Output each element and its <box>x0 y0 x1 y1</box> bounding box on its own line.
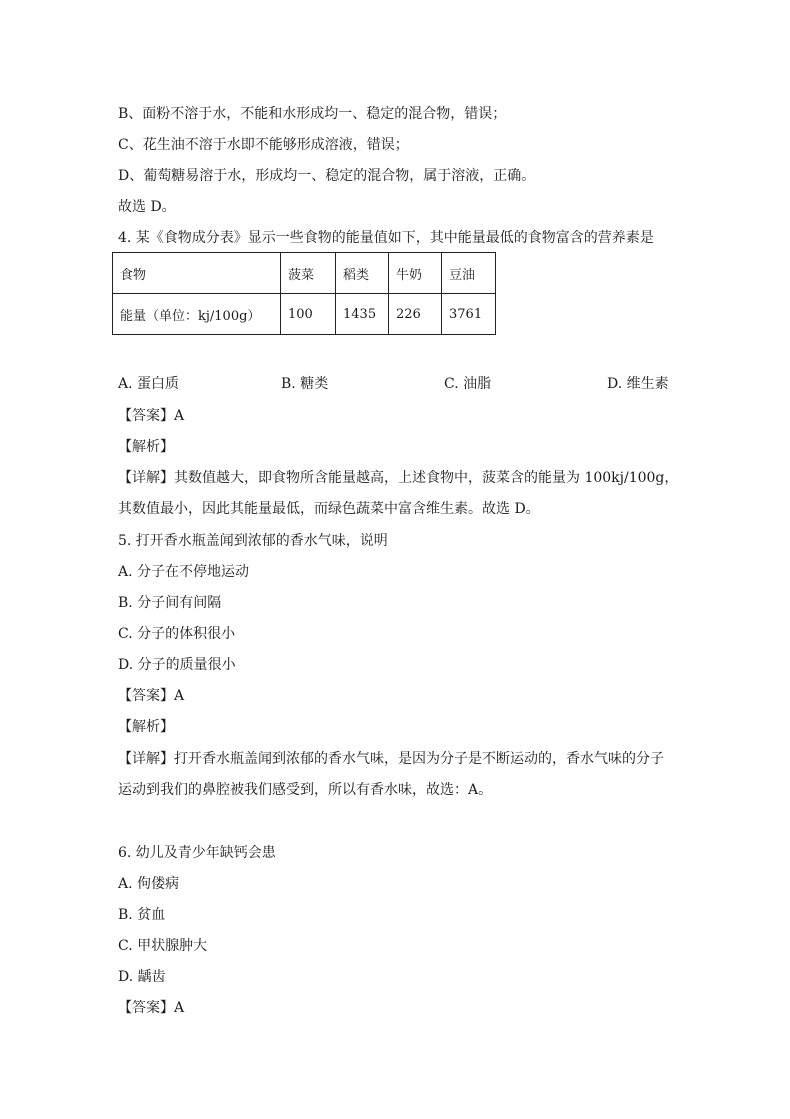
question-5-stem: 5. 打开香水瓶盖闻到浓郁的香水气味，说明 <box>118 533 388 549</box>
answer-label: 【答案】A <box>118 688 185 704</box>
table-cell: 稻类 <box>336 253 389 294</box>
option-d: D. 分子的质量很小 <box>118 657 236 673</box>
table-cell: 226 <box>389 294 442 335</box>
option-a: A. 佝偻病 <box>118 876 180 892</box>
answer-label: 【答案】A <box>118 1000 185 1016</box>
detail-text: 运动到我们的鼻腔被我们感受到，所以有香水味，故选：A。 <box>118 782 493 798</box>
option-a: A. 蛋白质 <box>118 376 180 392</box>
option-explanation-b: B、面粉不溶于水，不能和水形成均一、稳定的混合物，错误； <box>118 106 507 122</box>
table-row <box>113 294 496 335</box>
question-6-stem: 6. 幼儿及青少年缺钙会患 <box>118 845 276 861</box>
table-cell: 能量（单位：kj/100g） <box>113 294 281 335</box>
table-cell: 食物 <box>113 253 281 294</box>
table-cell: 1435 <box>336 294 389 335</box>
table-cell: 3761 <box>442 294 496 335</box>
option-explanation-c: C、花生油不溶于水即不能够形成溶液，错误； <box>118 137 409 153</box>
food-energy-table <box>112 252 496 335</box>
conclusion-line: 故选 D。 <box>118 199 176 215</box>
detail-text: 【详解】打开香水瓶盖闻到浓郁的香水气味，是因为分子是不断运动的，香水气味的分子 <box>118 751 664 767</box>
question-4-stem: 4. 某《食物成分表》显示一些食物的能量值如下，其中能量最低的食物富含的营养素是 <box>118 230 654 246</box>
option-c: C. 油脂 <box>444 376 492 392</box>
option-c: C. 分子的体积很小 <box>118 626 236 642</box>
detail-text: 其数值最小，因此其能量最低，而绿色蔬菜中富含维生素。故选 D。 <box>118 501 540 517</box>
option-a: A. 分子在不停地运动 <box>118 564 250 580</box>
option-b: B. 贫血 <box>118 907 166 923</box>
option-b: B. 糖类 <box>281 376 329 392</box>
table-cell: 菠菜 <box>281 253 336 294</box>
option-c: C. 甲状腺肿大 <box>118 938 208 954</box>
option-d: D. 龋齿 <box>118 969 166 985</box>
option-explanation-d: D、葡萄糖易溶于水，形成均一、稳定的混合物，属于溶液，正确。 <box>118 168 536 184</box>
question-4-options <box>0 374 790 394</box>
table-cell: 牛奶 <box>389 253 442 294</box>
table-cell: 豆油 <box>442 253 496 294</box>
detail-text: 【详解】其数值越大，即食物所含能量越高，上述食物中，菠菜含的能量为 100kj/100g， <box>118 470 679 486</box>
analysis-label: 【解析】 <box>118 439 174 455</box>
analysis-label: 【解析】 <box>118 719 174 735</box>
option-b: B. 分子间有间隔 <box>118 595 222 611</box>
option-d: D. 维生素 <box>607 376 669 392</box>
table-cell: 100 <box>281 294 336 335</box>
answer-label: 【答案】A <box>118 408 185 424</box>
table-row <box>113 253 496 294</box>
